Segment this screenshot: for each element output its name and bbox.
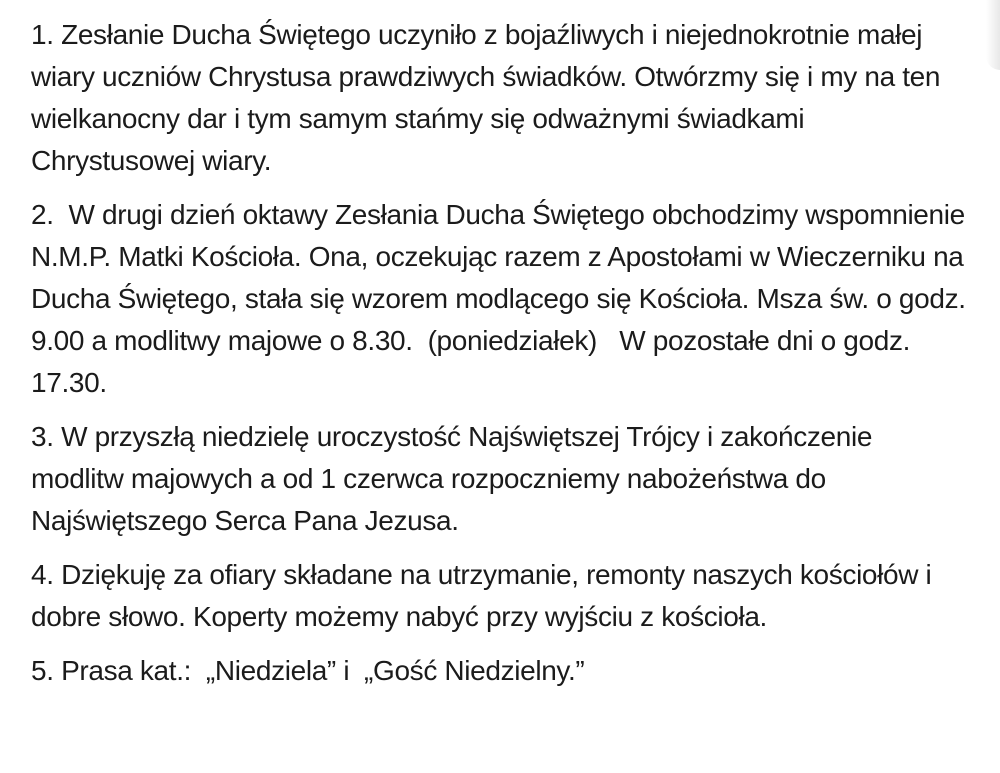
announcement-5: 5. Prasa kat.: „Niedziela” i „Gość Niedzielny.” bbox=[31, 655, 585, 686]
scrollbar-edge[interactable] bbox=[986, 0, 1000, 70]
announcement-1: 1. Zesłanie Ducha Świętego uczyniło z bojaźliwych i niejednokrotnie małej wiary uczniów Chrystusa prawdziwych świadków. Otwórzmy się i my na ten wielkanocny dar i tym samym stańmy się odważnymi świadkami Chrystusowej wiary. bbox=[31, 19, 948, 176]
announcement-3: 3. W przyszłą niedzielę uroczystość Najświętszej Trójcy i zakończenie modlitw majowych a od 1 czerwca rozpoczniemy nabożeństwa do Najświętszego Serca Pana Jezusa. bbox=[31, 421, 880, 536]
announcement-2: 2. W drugi dzień oktawy Zesłania Ducha Świętego obchodzimy wspomnienie N.M.P. Matki Kościoła. Ona, oczekując razem z Apostołami w Wieczerniku na Ducha Świętego, stała się wzorem modlącego się Kościoła. Msza św. o godz. 9.00 a modlitwy majowe o 8.30. (poniedziałek) W pozostałe dni o godz. 17.30. bbox=[31, 199, 974, 398]
announcement-4: 4. Dziękuję za ofiary składane na utrzymanie, remonty naszych kościołów i dobre słowo. Koperty możemy nabyć przy wyjściu z kościoła. bbox=[31, 559, 939, 632]
